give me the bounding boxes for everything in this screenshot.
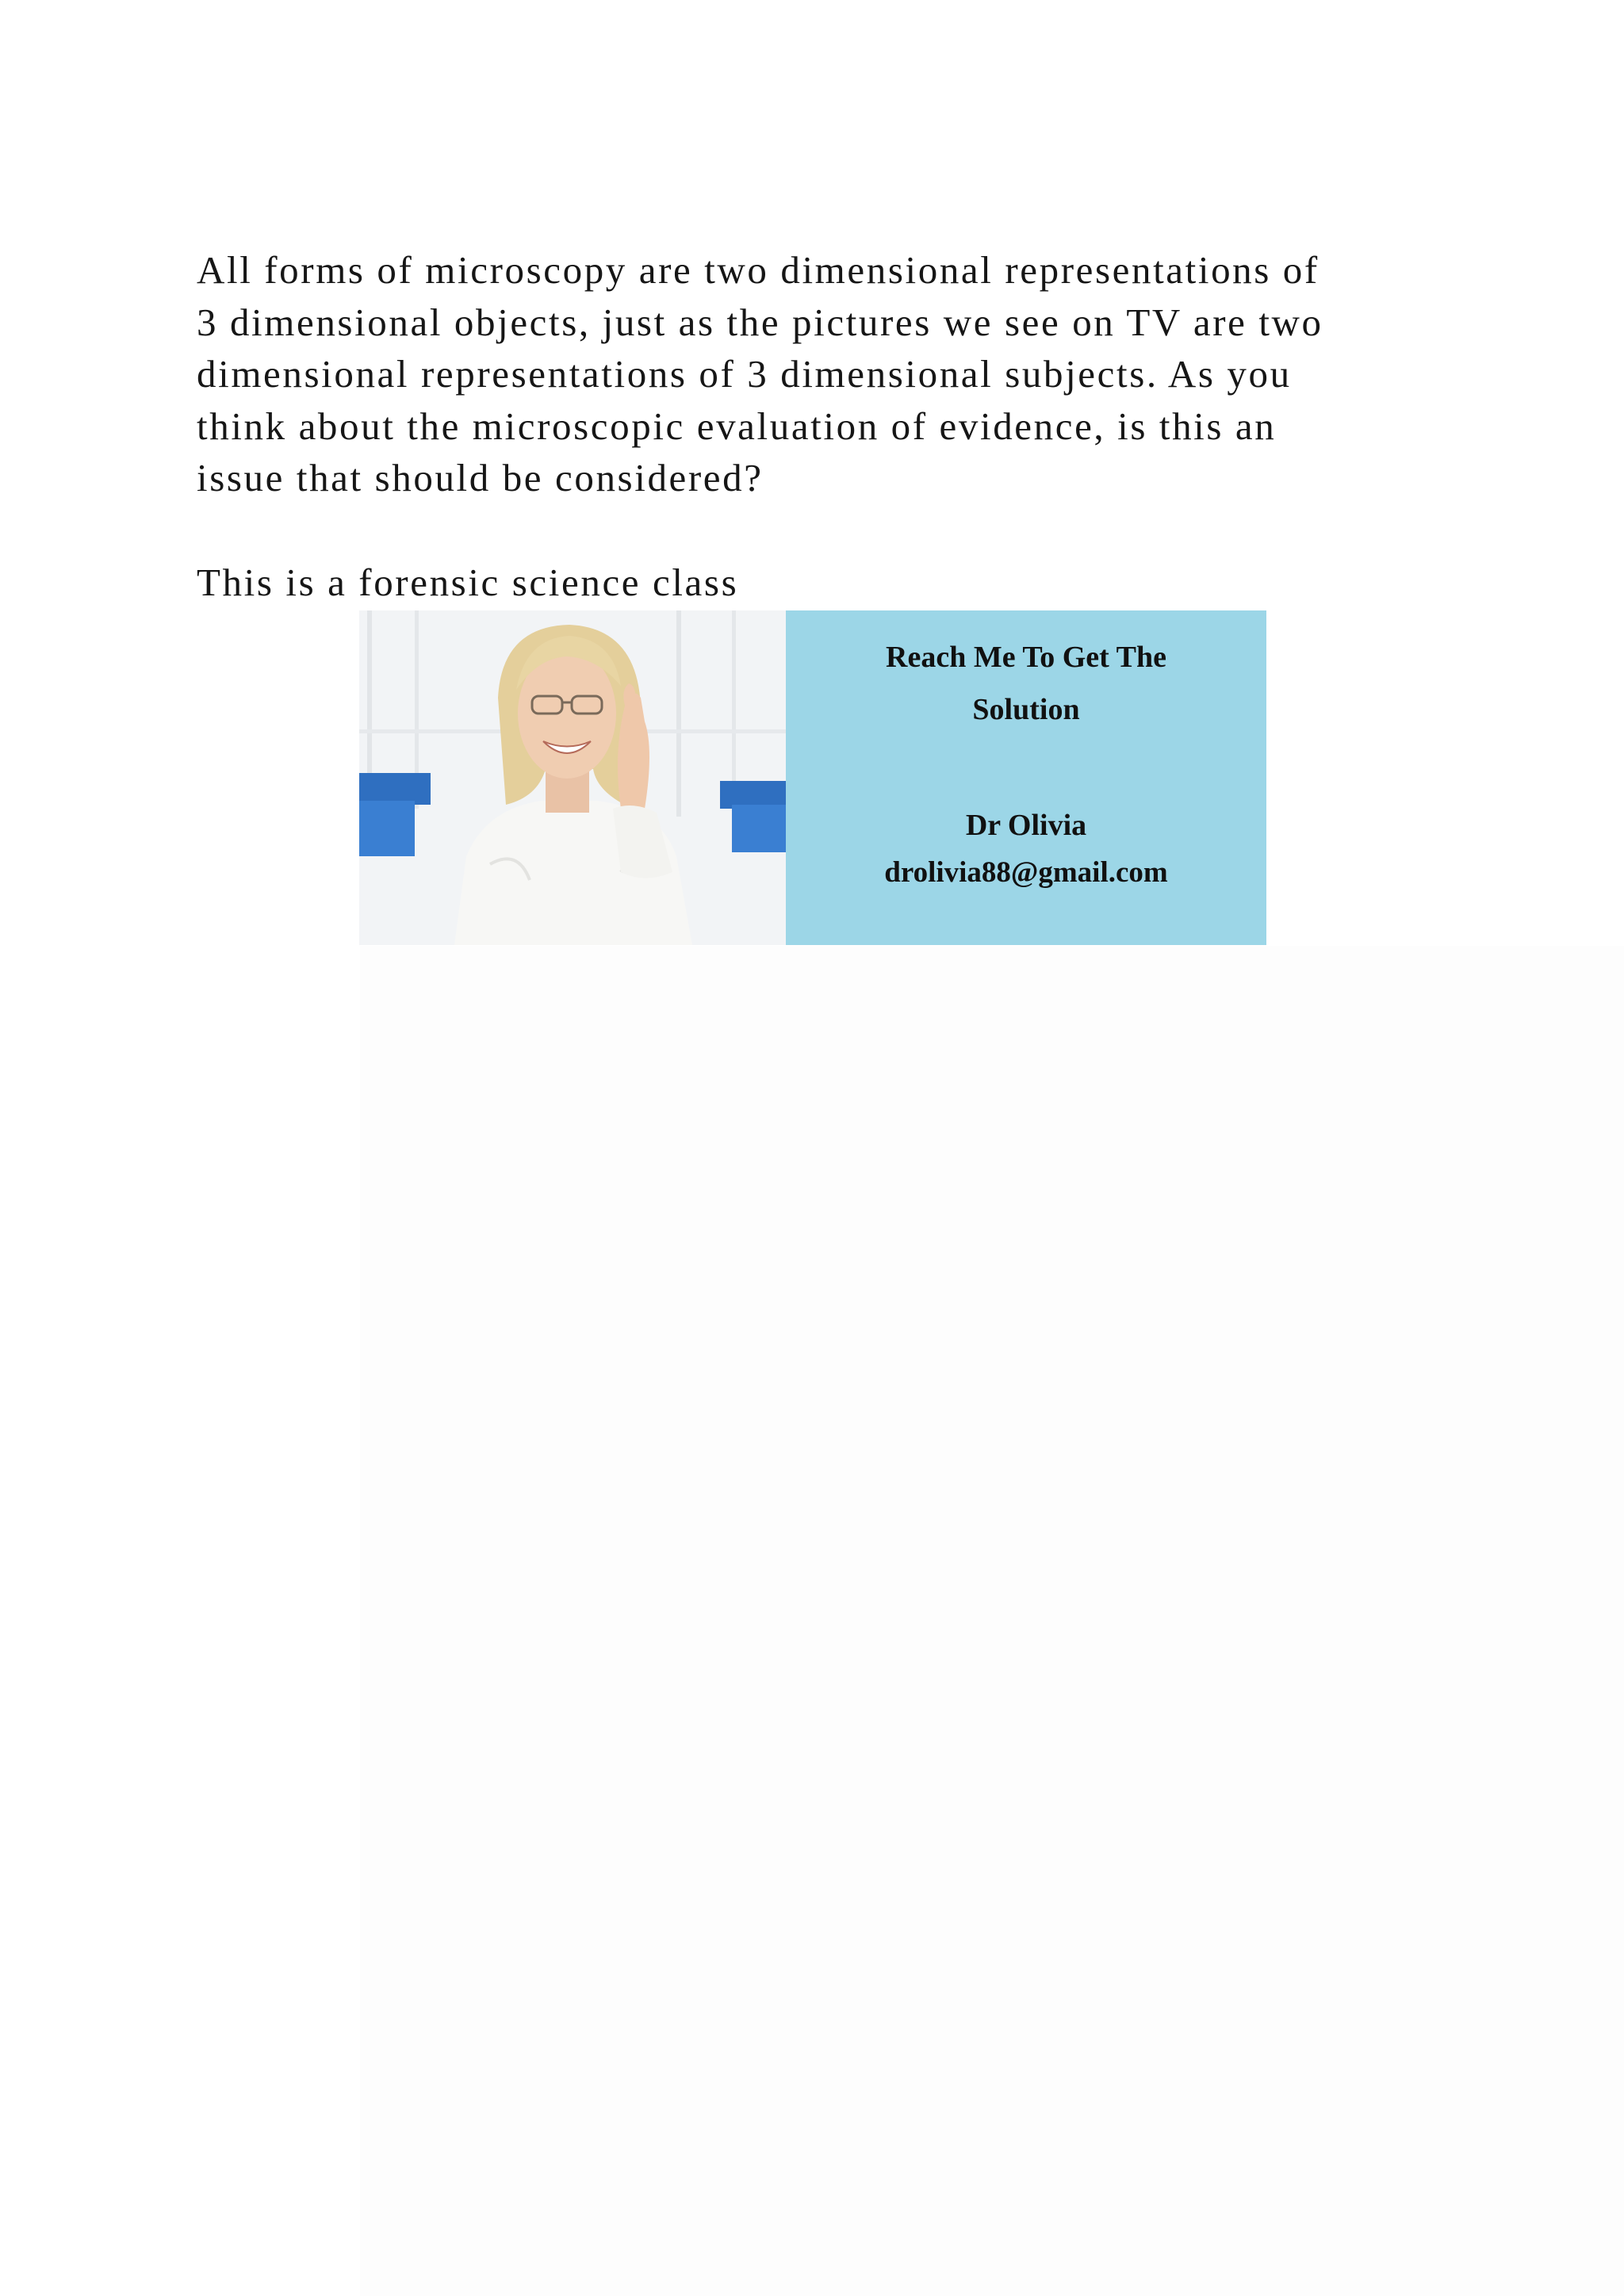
contact-ad-banner [359,610,1266,945]
woman-photo-illustration [359,610,786,945]
class-note: This is a forensic science class [197,561,739,604]
contact-panel [786,610,1266,945]
ad-contact-email: drolivia88@gmail.com [884,856,1168,889]
ad-contact-name: Dr Olivia [965,809,1087,842]
woman-photo [359,610,786,945]
page-background-shade [360,946,1624,2296]
ad-headline-line-2: Solution [972,693,1080,726]
question-text: All forms of microscopy are two dimensional representations of 3 dimensional objects, just as the pictures we see on TV are two dimensional representations of 3 dimensional subjects. As you think about the microscopic evaluation of evidence, is this an issue that should be considered? [197,248,1323,499]
ad-headline-line-1: Reach Me To Get The [886,641,1166,674]
